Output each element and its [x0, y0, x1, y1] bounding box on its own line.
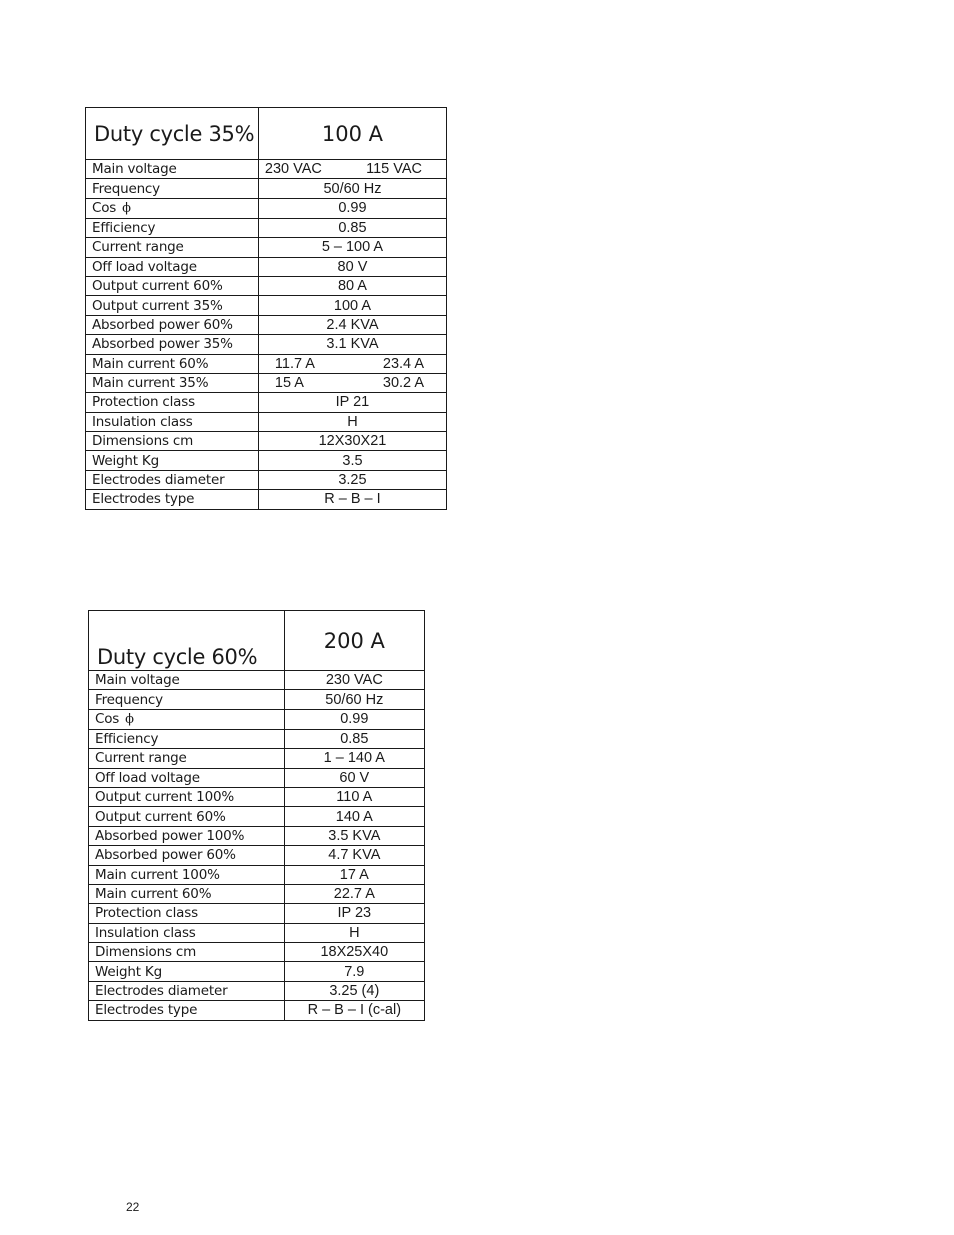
row-label: Electrodes diameter: [86, 470, 259, 489]
phi-symbol: ϕ: [125, 711, 134, 727]
table-row: [89, 923, 425, 942]
row-value: 140 A: [284, 807, 424, 826]
table-row: [89, 846, 425, 865]
table-row: [86, 160, 447, 179]
row-value: H: [258, 412, 446, 431]
table-row: [89, 884, 425, 903]
row-label: Protection class: [89, 904, 285, 923]
cos-label: Cos: [95, 710, 120, 727]
row-value: 7.9: [284, 962, 424, 981]
table-row: [89, 690, 425, 709]
table-header-row: [89, 611, 425, 671]
row-label: Electrodes type: [89, 1001, 285, 1020]
table-row: [89, 826, 425, 845]
row-value: H: [284, 923, 424, 942]
table-row: [86, 373, 447, 392]
row-value: 12X30X21: [258, 432, 446, 451]
table-row: [86, 393, 447, 412]
row-label: Current range: [89, 749, 285, 768]
table-row: [89, 709, 425, 729]
row-value: 4.7 KVA: [284, 846, 424, 865]
row-value: 1 – 140 A: [284, 749, 424, 768]
row-value: 0.99: [284, 709, 424, 729]
row-label: Insulation class: [86, 412, 259, 431]
row-value: [258, 373, 446, 392]
row-value: R – B – I (c-al): [284, 1001, 424, 1020]
row-label: Efficiency: [89, 729, 285, 748]
row-label: Main current 60%: [86, 354, 259, 373]
row-label: Insulation class: [89, 923, 285, 942]
row-value: 3.25: [258, 470, 446, 489]
table-row: [86, 451, 447, 470]
table-row: [86, 276, 447, 295]
phi-symbol: ϕ: [122, 200, 131, 216]
row-value: 3.5: [258, 451, 446, 470]
row-label: Main voltage: [86, 160, 259, 179]
row-label: Dimensions cm: [89, 943, 285, 962]
spec-table-duty-35: [85, 107, 447, 510]
table-row: [86, 238, 447, 257]
row-label: [89, 709, 285, 729]
row-label: [86, 198, 259, 218]
table-row: [86, 179, 447, 198]
table-row: [86, 335, 447, 354]
table-row: [89, 1001, 425, 1020]
row-label: Output current 35%: [86, 296, 259, 315]
row-label: Electrodes diameter: [89, 981, 285, 1000]
row-value: 0.85: [284, 729, 424, 748]
row-label: Absorbed power 60%: [86, 315, 259, 334]
table-row: [89, 787, 425, 806]
table-row: [89, 981, 425, 1000]
row-value: 50/60 Hz: [284, 690, 424, 709]
row-label: Dimensions cm: [86, 432, 259, 451]
row-value: 0.85: [258, 218, 446, 237]
row-label: Absorbed power 35%: [86, 335, 259, 354]
row-value: 0.99: [258, 198, 446, 218]
row-value: 60 V: [284, 768, 424, 787]
row-label: Weight Kg: [86, 451, 259, 470]
row-label: Weight Kg: [89, 962, 285, 981]
table-row: [89, 729, 425, 748]
table-row: [89, 807, 425, 826]
rated-current-title: 200 A: [284, 611, 424, 671]
value-115v: 30.2 A: [382, 375, 424, 392]
row-value: 2.4 KVA: [258, 315, 446, 334]
row-value: 80 A: [258, 276, 446, 295]
row-label: Electrodes type: [86, 490, 259, 509]
row-value: IP 23: [284, 904, 424, 923]
row-value: 3.25 (4): [284, 981, 424, 1000]
table-row: [89, 768, 425, 787]
row-label: Absorbed power 60%: [89, 846, 285, 865]
row-value: R – B – I: [258, 490, 446, 509]
row-label: Output current 60%: [89, 807, 285, 826]
row-label: Frequency: [89, 690, 285, 709]
table-row: [89, 671, 425, 690]
table-row: [86, 218, 447, 237]
cos-label: Cos: [92, 199, 117, 216]
duty-cycle-title: Duty cycle 60%: [89, 611, 285, 671]
table-row: [86, 470, 447, 489]
table-row: [89, 943, 425, 962]
spec-table-duty-60: [88, 610, 425, 1021]
row-value: [258, 354, 446, 373]
row-value: 3.5 KVA: [284, 826, 424, 845]
table-row: [86, 315, 447, 334]
table-row: [86, 490, 447, 509]
row-value: 22.7 A: [284, 884, 424, 903]
row-value: 100 A: [258, 296, 446, 315]
table-row: [86, 296, 447, 315]
table-row: [86, 198, 447, 218]
row-label: Main current 60%: [89, 884, 285, 903]
value-115v: 23.4 A: [382, 355, 424, 372]
value-115v: 115 VAC: [366, 161, 422, 178]
row-label: Main current 100%: [89, 865, 285, 884]
duty-cycle-title: Duty cycle 35%: [86, 108, 259, 160]
row-value: 50/60 Hz: [258, 179, 446, 198]
row-label: Main voltage: [89, 671, 285, 690]
row-label: Off load voltage: [89, 768, 285, 787]
row-label: Absorbed power 100%: [89, 826, 285, 845]
table-row: [89, 962, 425, 981]
row-value: 230 VAC: [284, 671, 424, 690]
table-header-row: [86, 108, 447, 160]
row-label: Off load voltage: [86, 257, 259, 276]
table-row: [86, 354, 447, 373]
row-value: 80 V: [258, 257, 446, 276]
row-label: Main current 35%: [86, 373, 259, 392]
table-row: [89, 865, 425, 884]
row-label: Protection class: [86, 393, 259, 412]
row-value: 17 A: [284, 865, 424, 884]
row-value: 18X25X40: [284, 943, 424, 962]
table-row: [86, 412, 447, 431]
rated-current-title: 100 A: [258, 108, 446, 160]
value-230v: 15 A: [274, 375, 304, 392]
table-row: [86, 257, 447, 276]
row-label: Current range: [86, 238, 259, 257]
value-230v: 230 VAC: [264, 161, 322, 178]
page-number: 22: [126, 1200, 140, 1214]
row-label: Efficiency: [86, 218, 259, 237]
row-value: 5 – 100 A: [258, 238, 446, 257]
row-value: IP 21: [258, 393, 446, 412]
row-value: 3.1 KVA: [258, 335, 446, 354]
row-label: Output current 60%: [86, 276, 259, 295]
table-row: [86, 432, 447, 451]
table-row: [89, 904, 425, 923]
value-230v: 11.7 A: [274, 355, 315, 372]
row-value: 110 A: [284, 787, 424, 806]
row-label: Frequency: [86, 179, 259, 198]
table-row: [89, 749, 425, 768]
row-label: Output current 100%: [89, 787, 285, 806]
row-value: [258, 160, 446, 179]
